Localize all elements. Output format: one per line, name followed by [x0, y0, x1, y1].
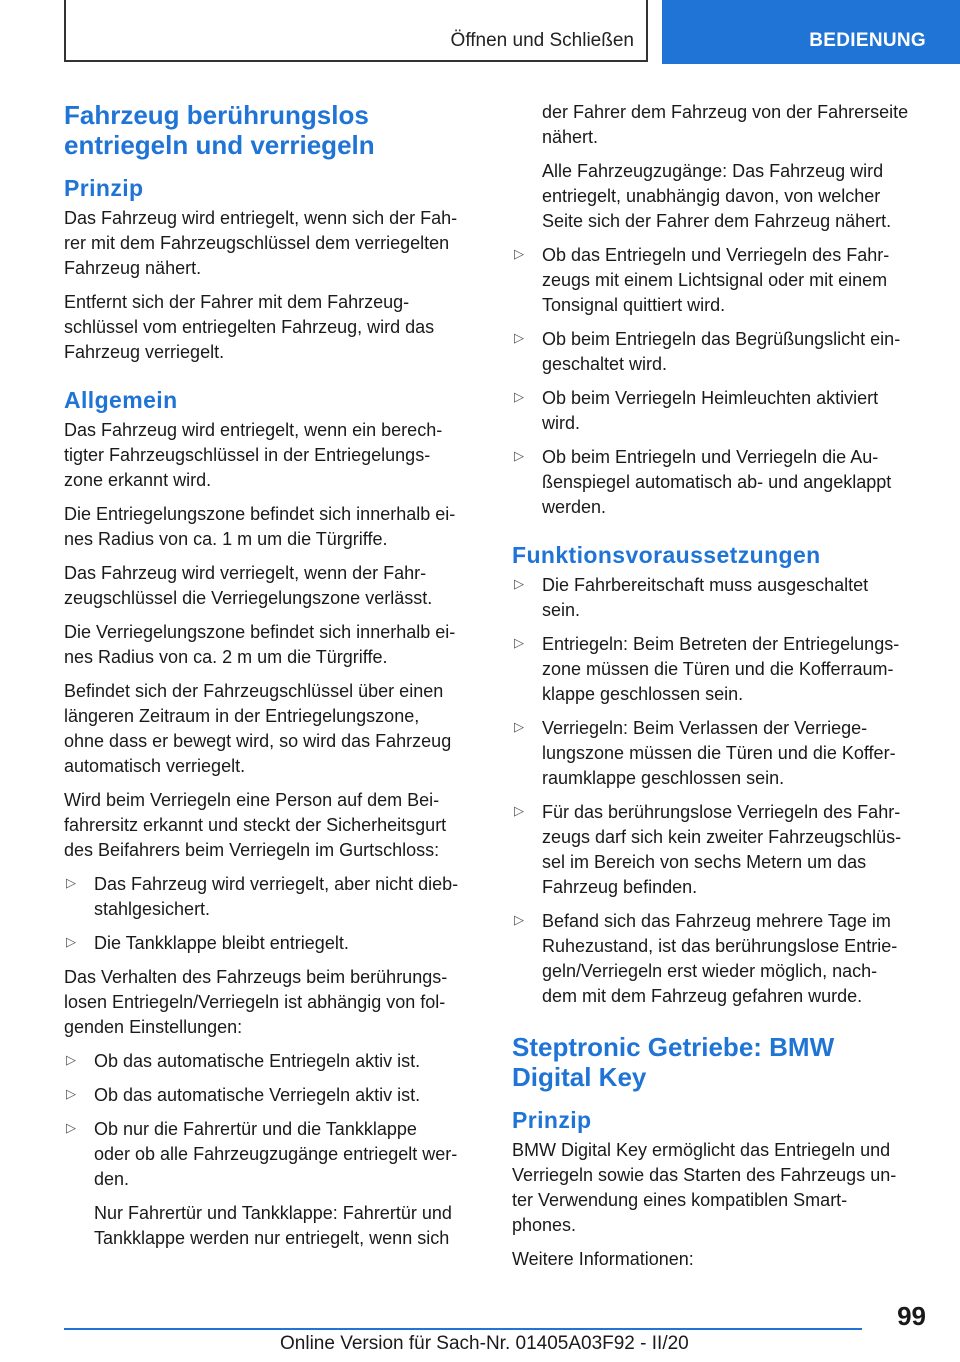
paragraph: Das Fahrzeug wird entriegelt, wenn sich der Fah- rer mit dem Fahrzeugschlüssel dem verriegelten Fahrzeug nähert. [64, 208, 458, 278]
subheading-prinzip: Prinzip [512, 1107, 592, 1133]
triangle-bullet-icon: ▷ [514, 719, 524, 734]
paragraph: BMW Digital Key ermöglicht das Entriegeln und Verriegeln sowie das Starten des Fahrzeugs un- ter Verwendung eines kompatiblen Smart- phones. [512, 1140, 897, 1235]
triangle-bullet-icon: ▷ [514, 389, 524, 404]
section-title: BEDIENUNG [809, 30, 926, 51]
paragraph: Weitere Informationen: [512, 1249, 694, 1269]
triangle-bullet-icon: ▷ [514, 912, 524, 927]
subheading-prinzip: Prinzip [64, 175, 144, 201]
paragraph: Befindet sich der Fahrzeugschlüssel über einen längeren Zeitraum in der Entriegelungszone, ohne dass er bewegt wird, so wird das Fahrzeug automatisch verriegelt. [64, 681, 452, 776]
list-item: ▷ Die Tankklappe bleibt entriegelt. [66, 933, 349, 953]
triangle-bullet-icon: ▷ [514, 803, 524, 818]
list-item: ▷ Ob beim Verriegeln Heimleuchten aktiviert wird. [514, 388, 879, 433]
triangle-bullet-icon: ▷ [514, 635, 524, 650]
triangle-bullet-icon: ▷ [66, 934, 76, 949]
list-item: ▷ Ob nur die Fahrertür und die Tankklappe oder ob alle Fahrzeugzugänge entriegelt wer- den. Nur Fahrertür und Tankklappe: Fahrertür und Tankklappe werden nur entriegelt, wenn sich [64, 1117, 484, 1251]
subheading-funktionsvoraussetzungen: Funktionsvoraussetzungen [512, 542, 821, 568]
list-item: ▷ Entriegeln: Beim Betreten der Entriegelungs- zone müssen die Türen und die Kofferraum- klappe geschlossen sein. [514, 634, 900, 704]
list-item: ▷ Die Fahrbereitschaft muss ausgeschaltet sein. [514, 575, 869, 620]
list-item-continuation: der Fahrer dem Fahrzeug von der Fahrerseite nähert. Alle Fahrzeugzugänge: Das Fahrzeug wird entriegelt, unabhängig davon, von welcher Seite sich der Fahrer dem Fahrzeug nähert. [542, 102, 909, 231]
right-column [512, 100, 932, 1281]
list-item: ▷ Für das berührungslose Verriegeln des Fahr- zeugs darf sich kein zweiter Fahrzeugschlüs- sel im Bereich von sechs Metern um das Fahrzeug befinden. [514, 802, 902, 897]
triangle-bullet-icon: ▷ [514, 246, 524, 261]
page-number: 99 [897, 1301, 926, 1331]
section-heading-digital-key: Steptronic Getriebe: BMW Digital Key [512, 1032, 835, 1092]
header-section-tab [662, 0, 960, 64]
triangle-bullet-icon: ▷ [514, 576, 524, 591]
triangle-bullet-icon: ▷ [514, 448, 524, 463]
list-item: ▷ Verriegeln: Beim Verlassen der Verriege- lungszone müssen die Türen und die Koffer- raumklappe geschlossen sein. [514, 718, 896, 788]
list-item: ▷ Ob das Entriegeln und Verriegeln des Fahr- zeugs mit einem Lichtsignal oder mit einem Tonsignal quittiert wird. [514, 245, 890, 315]
triangle-bullet-icon: ▷ [66, 875, 76, 890]
paragraph: Das Fahrzeug wird entriegelt, wenn ein berech- tigter Fahrzeugschlüssel in der Entriegelungs- zone erkannt wird. [64, 420, 443, 490]
list-item-subtext: Nur Fahrertür und Tankklappe: Fahrertür und Tankklappe werden nur entriegelt, wenn sich [94, 1203, 452, 1248]
paragraph: Die Verriegelungszone befindet sich innerhalb ei- nes Radius von ca. 2 m um die Türgriffe. [64, 622, 456, 667]
header-chapter-box [64, 0, 648, 62]
paragraph: Entfernt sich der Fahrer mit dem Fahrzeug- schlüssel vom entriegelten Fahrzeug, wird das Fahrzeug verriegelt. [64, 292, 435, 362]
triangle-bullet-icon: ▷ [66, 1086, 76, 1101]
paragraph: Wird beim Verriegeln eine Person auf dem Bei- fahrersitz erkannt und steckt der Sicherheitsgurt des Beifahrers beim Verriegeln im Gurtschloss: [64, 790, 447, 860]
list-item: ▷ Das Fahrzeug wird verriegelt, aber nicht dieb- stahlgesichert. [66, 874, 459, 919]
section-heading-touchless: Fahrzeug berührungslos entriegeln und verriegeln [64, 100, 375, 160]
triangle-bullet-icon: ▷ [66, 1052, 76, 1067]
triangle-bullet-icon: ▷ [66, 1120, 76, 1135]
list-item: ▷ Ob das automatische Entriegeln aktiv ist. [66, 1051, 421, 1071]
footer-divider [64, 1328, 862, 1330]
list-item: ▷ Ob beim Entriegeln das Begrüßungslicht ein- geschaltet wird. [514, 329, 901, 374]
list-item: ▷ Befand sich das Fahrzeug mehrere Tage im Ruhezustand, ist das berührungslose Entrie- geln/Verriegeln erst wieder möglich, nach- dem mit dem Fahrzeug gefahren wurde. [514, 911, 898, 1006]
footer-online-version: Online Version für Sach-Nr. 01405A03F92 - II/20 [280, 1333, 689, 1354]
paragraph: Das Fahrzeug wird verriegelt, wenn der Fahr- zeugschlüssel die Verriegelungszone verlässt. [64, 563, 433, 608]
chapter-title: Öffnen und Schließen [450, 30, 634, 51]
paragraph: Die Entriegelungszone befindet sich innerhalb ei- nes Radius von ca. 1 m um die Türgriffe. [64, 504, 456, 549]
triangle-bullet-icon: ▷ [514, 330, 524, 345]
subheading-allgemein: Allgemein [64, 387, 178, 413]
list-item: ▷ Ob beim Entriegeln und Verriegeln die Au- ßenspiegel automatisch ab- und angeklappt werden. [514, 447, 892, 517]
paragraph: Das Verhalten des Fahrzeugs beim berührungs- losen Entriegeln/Verriegeln ist abhängig von fol- genden Einstellungen: [64, 967, 448, 1037]
left-column [64, 100, 484, 1260]
list-item: ▷ Ob das automatische Verriegeln aktiv ist. [66, 1085, 421, 1105]
